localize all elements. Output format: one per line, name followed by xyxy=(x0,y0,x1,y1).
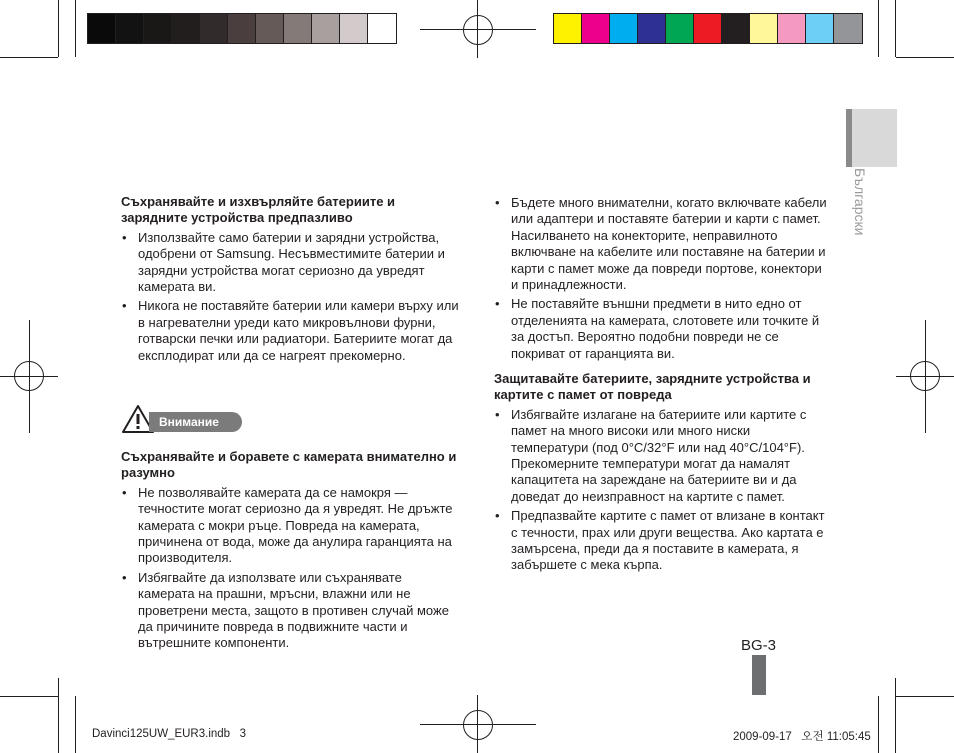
crop-mark xyxy=(0,696,58,697)
list-item: • Избягвайте да използвате или съхранявате камерата на прашни, мръсни, влажни или не проветрени места, защото в противен случай може да причините повреда в подвижните части и вътрешните компоненти. xyxy=(121,570,461,652)
section-heading: Съхранявайте и боравете с камерата внимателно и разумно xyxy=(121,449,457,481)
list-item: • Не позволявайте камерата да се намокря — течностите могат сериозно да я увредят. Не дръжте камерата с мокри ръце. Повреда на камерата, причинена от вода, може да анулира гаранцията на производителя. xyxy=(121,485,461,567)
color-swatch xyxy=(722,14,750,43)
section-heading: Съхранявайте и изхвърляйте батериите и зарядните устройства предпазливо xyxy=(121,194,396,226)
color-swatch xyxy=(116,14,144,43)
bullet-list xyxy=(494,407,829,574)
color-swatch xyxy=(694,14,722,43)
page-number-bar xyxy=(752,655,766,695)
color-swatch xyxy=(368,14,396,43)
crop-mark xyxy=(58,678,59,753)
color-swatch xyxy=(834,14,862,43)
list-item: • Никога не поставяйте батерии или камери върху или в нагревателни уреди като микровълнови фурни, готварски печки или радиатори. Батериите могат да експлодират или да се нагреят прекомерно. xyxy=(121,298,461,364)
list-item: • Използвайте само батерии и зарядни устройства, одобрени от Samsung. Несъвместимите батерии и зарядни устройства могат сериозно да увредят камерата ви. xyxy=(121,230,461,296)
crop-mark xyxy=(75,696,76,753)
crop-mark xyxy=(75,0,76,57)
color-swatch xyxy=(88,14,116,43)
crop-mark xyxy=(878,696,879,753)
color-swatch xyxy=(610,14,638,43)
color-swatch xyxy=(582,14,610,43)
color-swatch xyxy=(340,14,368,43)
color-swatch xyxy=(778,14,806,43)
footer-timestamp: 2009-09-17 오전 11:05:45 xyxy=(733,731,871,743)
crop-mark xyxy=(58,0,59,57)
color-swatch xyxy=(750,14,778,43)
bullet-list xyxy=(121,230,461,364)
crop-mark xyxy=(895,678,896,753)
footer-filename: Davinci125UW_EUR3.indb 3 xyxy=(92,728,247,740)
left-column-lower xyxy=(121,449,461,652)
color-swatch xyxy=(666,14,694,43)
crop-mark xyxy=(895,0,896,57)
bullet-list xyxy=(121,485,461,652)
color-swatch xyxy=(638,14,666,43)
color-swatch xyxy=(312,14,340,43)
list-item: • Не поставяйте външни предмети в нито едно от отделенията на камерата, слотовете или точките й за достъп. Вероятно подобни повреди не се покриват от гаранцията ви. xyxy=(494,296,829,362)
side-tab-label: Български xyxy=(852,168,868,236)
right-column xyxy=(494,192,829,362)
color-swatch xyxy=(172,14,200,43)
caution-label: Внимание xyxy=(149,412,242,432)
color-swatch xyxy=(554,14,582,43)
grayscale-color-bar xyxy=(87,13,397,44)
color-swatch xyxy=(284,14,312,43)
crop-mark xyxy=(0,57,58,58)
list-item: • Бъдете много внимателни, когато включвате кабели или адаптери и поставяте батерии и карти с памет. Насилването на конекторите, неправилното включване на кабелите или поставяне на батерии и карти с памет може да повреди портове, конектори и принадлежности. xyxy=(494,195,829,293)
crop-mark xyxy=(896,696,954,697)
crop-mark xyxy=(896,57,954,58)
color-swatch xyxy=(144,14,172,43)
color-swatch xyxy=(200,14,228,43)
color-swatch xyxy=(228,14,256,43)
color-swatch xyxy=(806,14,834,43)
section-heading: Защитавайте батериите, зарядните устройства и картите с памет от повреда xyxy=(494,371,811,403)
list-item: • Избягвайте излагане на батериите или картите с памет на много високи или много ниски температури (под 0°C/32°F или над 40°C/104°F). Прекомерните температури могат да намалят капацитета на зареждане на батериите ви и да доведат до неизправност на картите с памет. xyxy=(494,407,829,505)
bullet-list xyxy=(494,195,829,362)
side-tab-background xyxy=(846,109,897,167)
color-swatch xyxy=(256,14,284,43)
left-column xyxy=(121,194,461,364)
page-number: BG-3 xyxy=(741,637,777,654)
process-color-bar xyxy=(553,13,863,44)
list-item: • Предпазвайте картите с памет от влизане в контакт с течности, прах или други вещества. Ако картата е замърсена, преди да я поставите в камерата, я забършете с мека кърпа. xyxy=(494,508,829,574)
side-tab-accent xyxy=(846,109,852,167)
crop-mark xyxy=(878,0,879,57)
right-column-lower xyxy=(494,371,829,574)
